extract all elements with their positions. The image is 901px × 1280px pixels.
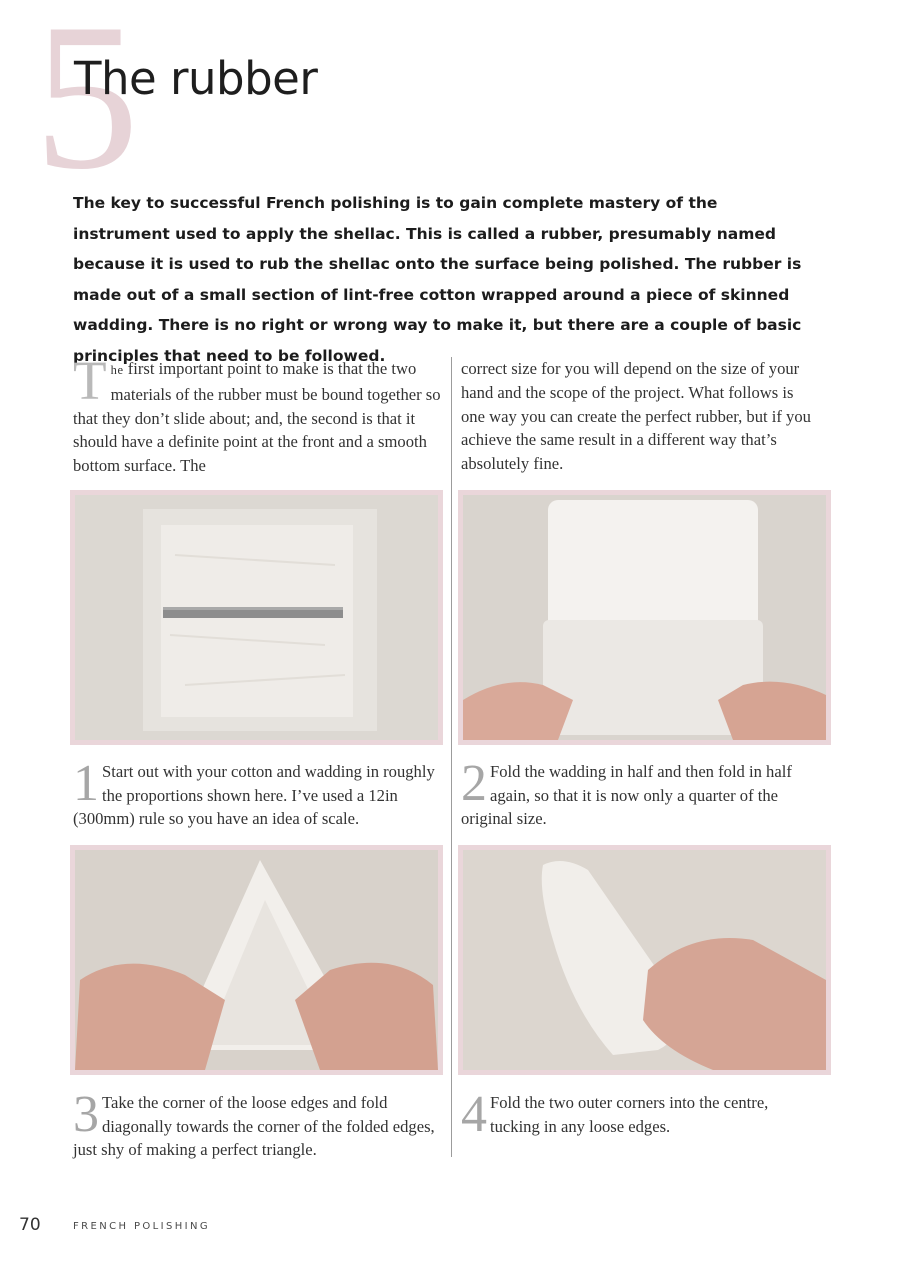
photo-folding-outer-corners xyxy=(463,850,826,1070)
body-column-1 xyxy=(73,350,445,478)
photo-cotton-wadding-rule xyxy=(75,495,438,740)
photo-step-3 xyxy=(70,845,443,1075)
step-text-3: Take the corner of the loose edges and fold diagonally towards the corner of the folded edges, just shy of making a perfect triangle. xyxy=(73,1093,435,1159)
page-number: 70 xyxy=(19,1215,41,1235)
caption-step-3 xyxy=(73,1086,445,1162)
body-column-2: correct size for you will depend on the size of your hand and the scope of the project. What follows is one way you can create the perfect rubber, but if you achieve the same result in a different way that’s absolutely fine. xyxy=(461,359,811,474)
step-text-2: Fold the wadding in half and then fold in half again, so that it is now only a quarter of the original size. xyxy=(461,762,792,828)
step-text-1: Start out with your cotton and wadding in roughly the proportions shown here. I’ve used a 12in (300mm) rule so you have an idea of scale. xyxy=(73,762,435,828)
photo-step-1 xyxy=(70,490,443,745)
photo-step-4 xyxy=(458,845,831,1075)
drop-cap: T xyxy=(73,350,107,411)
step-number-2: 2 xyxy=(461,755,487,812)
caption-step-4 xyxy=(461,1086,811,1143)
photo-step-2 xyxy=(458,490,831,745)
photo-folding-corner xyxy=(75,850,438,1070)
chapter-title: The rubber xyxy=(74,52,318,105)
step-number-3: 3 xyxy=(73,1086,99,1143)
intro-paragraph: The key to successful French polishing is to gain complete mastery of the instrument used to apply the shellac. This is called a rubber, presumably named because it is used to rub the shellac onto the surface being polished. The rubber is made out of a small section of lint-free cotton wrapped around a piece of skinned wadding. There is no right or wrong way to make it, but there are a couple of basic principles that need to be followed. xyxy=(73,194,802,365)
photo-folding-wadding xyxy=(463,495,826,740)
step-number-1: 1 xyxy=(73,755,99,812)
body-text: first important point to make is that the two materials of the rubber must be bound together so that they don’t slide about; and, the second is that it should have a definite point at the front and a smooth bottom surface. The xyxy=(73,359,441,476)
column-divider xyxy=(451,357,452,1157)
caption-step-1 xyxy=(73,755,445,831)
step-text-4: Fold the two outer corners into the centre, tucking in any loose edges. xyxy=(490,1093,769,1136)
chapter-number: 5 xyxy=(34,0,139,213)
caption-step-2 xyxy=(461,755,811,831)
running-head: FRENCH POLISHING xyxy=(73,1221,211,1232)
step-number-4: 4 xyxy=(461,1086,487,1143)
small-caps-lead: he xyxy=(110,363,124,377)
